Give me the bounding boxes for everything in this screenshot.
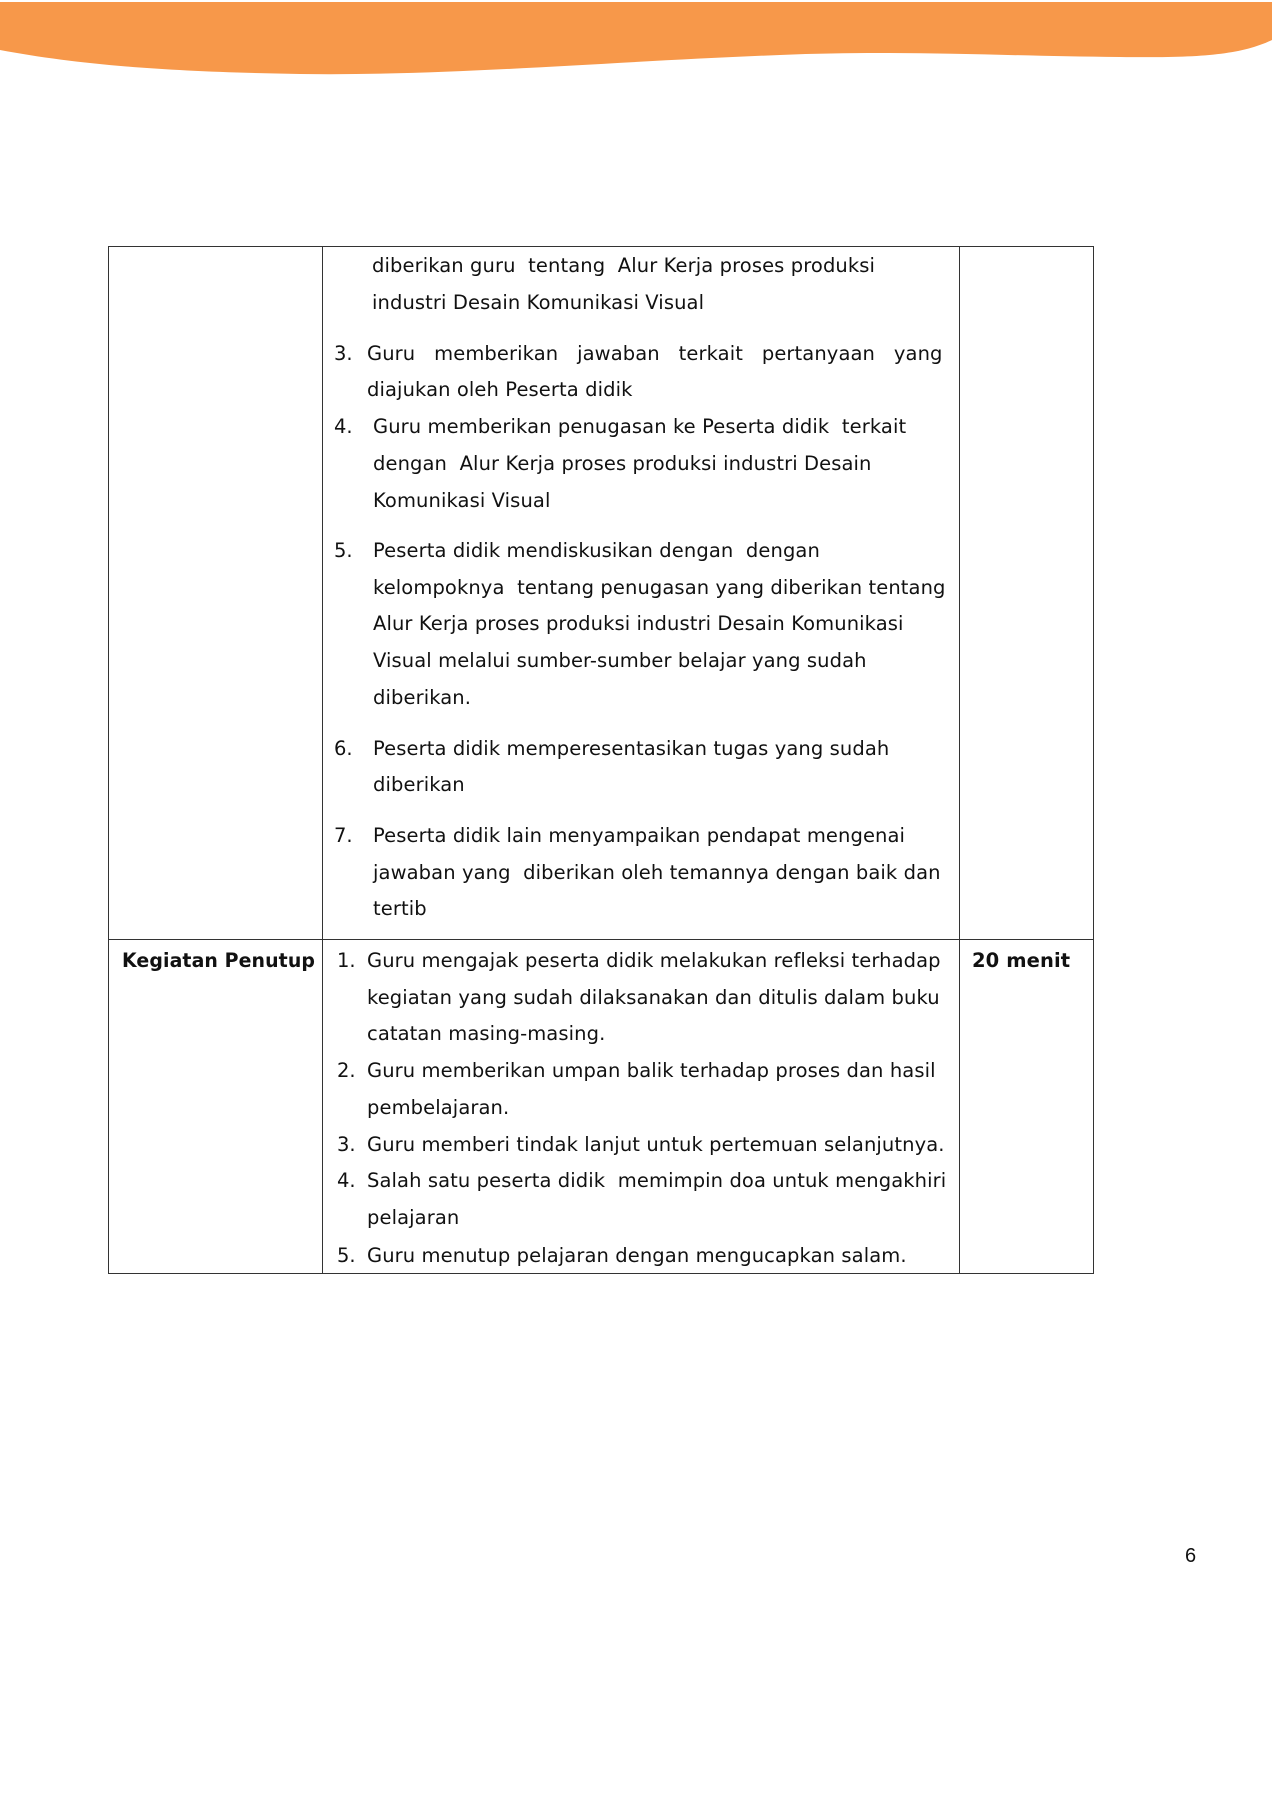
list-line: tertib (373, 897, 427, 920)
list-line: Guru memberikan penugasan ke Peserta didik terkait (373, 415, 907, 438)
list-line: Peserta didik memperesentasikan tugas yang sudah (373, 737, 890, 760)
list-line: Guru memberi tindak lanjut untuk pertemuan selanjutnya. (367, 1133, 945, 1156)
list-number: 3. (337, 1133, 356, 1156)
list-number: 4. (334, 415, 353, 438)
list-line: kelompoknya tentang penugasan yang diberikan tentang (373, 576, 946, 599)
list-line: Visual melalui sumber-sumber belajar yang sudah (373, 649, 867, 672)
column-divider-2 (959, 247, 960, 1273)
list-line: diajukan oleh Peserta didik (367, 378, 633, 401)
list-number: 5. (337, 1244, 356, 1267)
list-line: Salah satu peserta didik memimpin doa untuk mengakhiri (367, 1169, 947, 1192)
continuation-line: industri Desain Komunikasi Visual (372, 291, 705, 314)
list-number: 5. (334, 539, 353, 562)
list-number: 1. (337, 949, 356, 972)
row-divider (109, 939, 1093, 940)
list-line: Guru memberikan umpan balik terhadap proses dan hasil (367, 1059, 936, 1082)
list-number: 4. (337, 1169, 356, 1192)
list-line: Komunikasi Visual (373, 489, 551, 512)
list-line: diberikan (373, 773, 465, 796)
list-line: Guru memberikan jawaban terkait pertanyaan yang (367, 342, 943, 365)
list-number: 3. (334, 342, 353, 365)
list-line: Peserta didik lain menyampaikan pendapat mengenai (373, 824, 906, 847)
list-line: diberikan. (373, 686, 472, 709)
list-line: jawaban yang diberikan oleh temannya dengan baik dan (373, 861, 941, 884)
activity-duration: 20 menit (972, 949, 1071, 972)
list-number: 7. (334, 824, 353, 847)
page-number: 6 (1185, 1545, 1197, 1567)
list-line: pembelajaran. (367, 1096, 510, 1119)
list-line: Guru menutup pelajaran dengan mengucapkan salam. (367, 1244, 907, 1267)
column-divider-1 (322, 247, 323, 1273)
activity-label: Kegiatan Penutup (122, 949, 316, 972)
list-number: 6. (334, 737, 353, 760)
header-wave-decoration (0, 0, 1272, 80)
list-line: Alur Kerja proses produksi industri Desain Komunikasi (373, 612, 904, 635)
list-line: kegiatan yang sudah dilaksanakan dan ditulis dalam buku (367, 986, 940, 1009)
list-line: dengan Alur Kerja proses produksi industri Desain (373, 452, 872, 475)
list-line: Peserta didik mendiskusikan dengan dengan (373, 539, 820, 562)
continuation-line: diberikan guru tentang Alur Kerja proses produksi (372, 254, 876, 277)
list-line: catatan masing-masing. (367, 1022, 606, 1045)
list-line: Guru mengajak peserta didik melakukan refleksi terhadap (367, 949, 941, 972)
list-number: 2. (337, 1059, 356, 1082)
list-line: pelajaran (367, 1206, 460, 1229)
header-wave-shape (0, 2, 1272, 74)
